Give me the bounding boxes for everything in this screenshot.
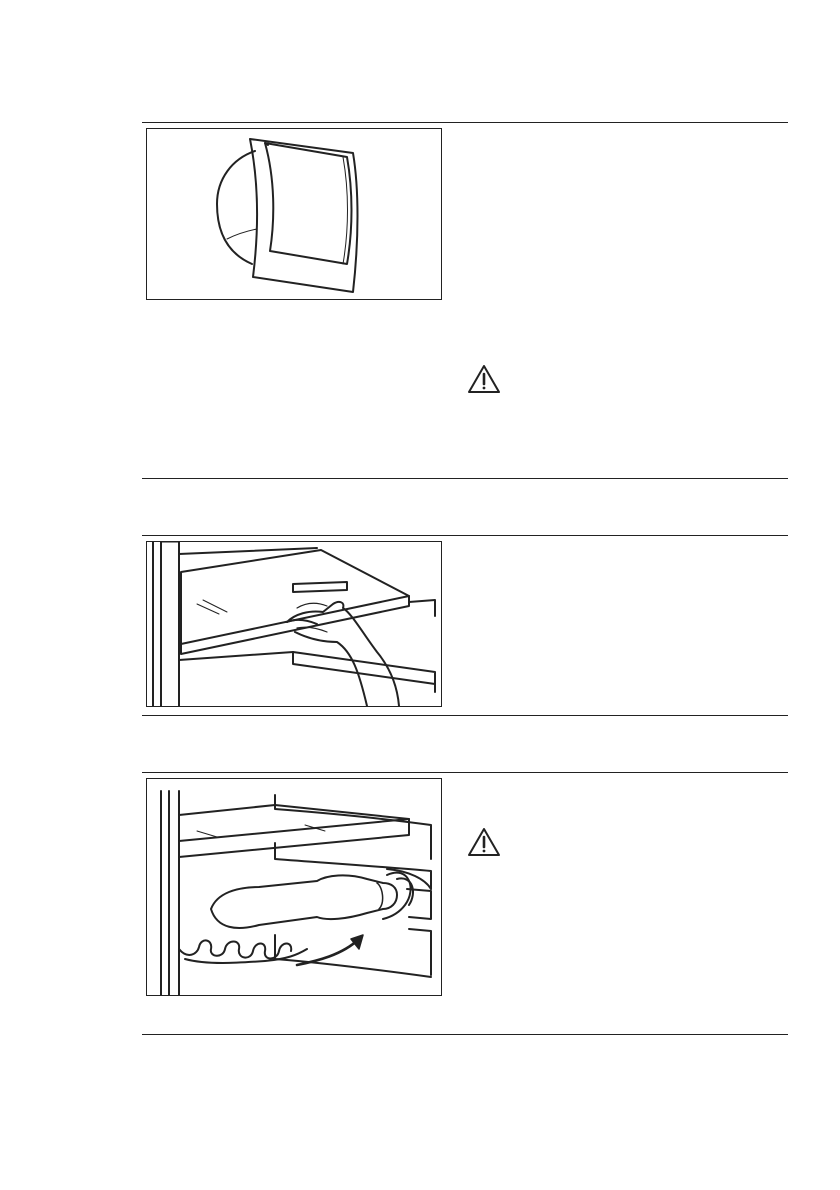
warning-triangle-icon [466,826,502,858]
section-divider [142,1034,788,1035]
warning-triangle-icon [466,363,502,395]
section-divider [142,715,788,716]
door-bin-illustration [146,128,442,300]
glass-shelf-illustration [146,541,442,707]
section-divider [142,478,788,479]
section-divider [142,122,788,123]
bottle-rack-illustration [146,778,442,996]
section-divider [142,772,788,773]
section-divider [142,535,788,536]
